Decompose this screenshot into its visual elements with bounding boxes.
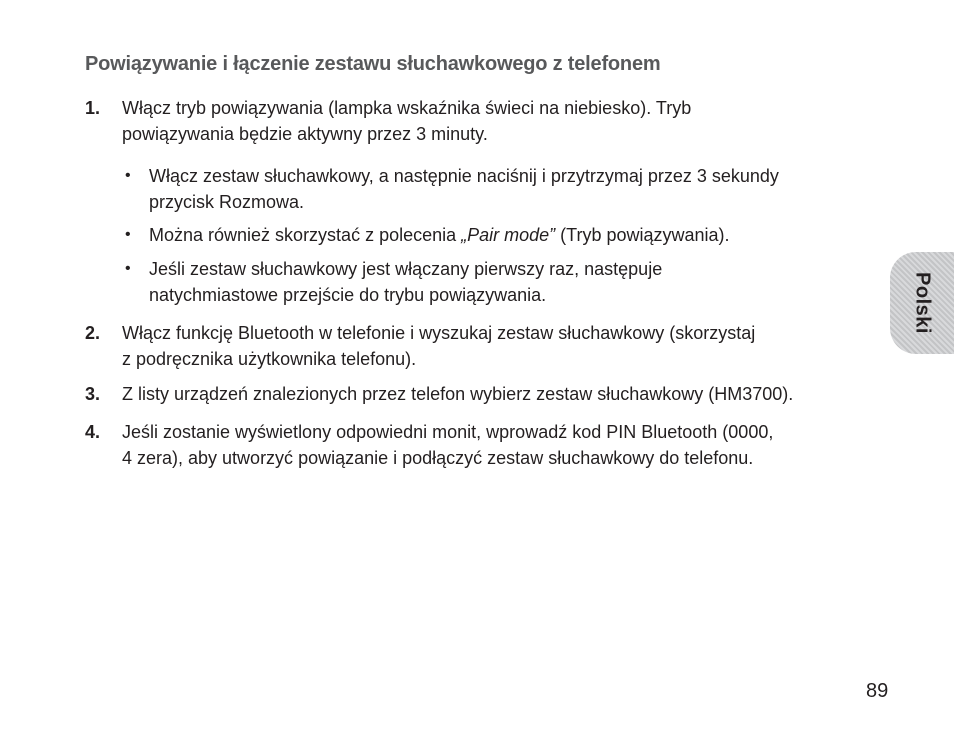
step-number: 3. xyxy=(85,384,101,404)
step-text-line: Jeśli zostanie wyświetlony odpowiedni monit, wprowadź kod PIN Bluetooth (0000, xyxy=(122,422,774,442)
language-tab-label: Polski xyxy=(911,272,934,334)
pair-mode-command: „Pair mode” xyxy=(461,225,556,245)
step-2 xyxy=(85,320,885,372)
step-text xyxy=(122,320,885,372)
step-3 xyxy=(85,381,885,407)
step-text xyxy=(122,419,885,471)
bullet-marker: • xyxy=(125,226,131,243)
bullet-item-1 xyxy=(125,163,885,215)
language-tab xyxy=(890,252,954,354)
page-number: 89 xyxy=(866,680,889,702)
bullet-text xyxy=(149,163,885,215)
step-text-line: Włącz tryb powiązywania (lampka wskaźnika świeci na niebiesko). Tryb xyxy=(122,98,692,118)
bullet-text-line: Włącz zestaw słuchawkowy, a następnie naciśnij i przytrzymaj przez 3 sekundy xyxy=(149,166,779,186)
step-1 xyxy=(85,95,885,147)
step-number: 2. xyxy=(85,323,101,343)
bullet-text-line: przycisk Rozmowa. xyxy=(149,192,305,212)
bullet-text-line: Jeśli zestaw słuchawkowy jest włączany pierwszy raz, następuje xyxy=(149,259,663,279)
section-heading: Powiązywanie i łączenie zestawu słuchawkowego z telefonem xyxy=(85,53,661,75)
step-number: 4. xyxy=(85,422,101,442)
bullet-text-suffix: (Tryb powiązywania). xyxy=(555,225,730,245)
step-text-line: z podręcznika użytkownika telefonu). xyxy=(122,349,417,369)
step-text-line: 4 zera), aby utworzyć powiązanie i podłączyć zestaw słuchawkowy do telefonu. xyxy=(122,448,754,468)
step-text-line: Włącz funkcję Bluetooth w telefonie i wyszukaj zestaw słuchawkowy (skorzystaj xyxy=(122,323,756,343)
bullet-text xyxy=(149,256,885,308)
bullet-text-line: natychmiastowe przejście do trybu powiązywania. xyxy=(149,285,547,305)
step-text xyxy=(122,381,885,407)
step-4 xyxy=(85,419,885,471)
bullet-marker: • xyxy=(125,260,131,277)
bullet-item-2 xyxy=(125,222,885,248)
step-number: 1. xyxy=(85,98,101,118)
bullet-marker: • xyxy=(125,167,131,184)
step-text-line: Z listy urządzeń znalezionych przez telefon wybierz zestaw słuchawkowy (HM3700). xyxy=(122,384,794,404)
bullet-item-3 xyxy=(125,256,885,308)
bullet-text-prefix: Można również skorzystać z polecenia xyxy=(149,225,462,245)
step-text-line: powiązywania będzie aktywny przez 3 minuty. xyxy=(122,124,488,144)
step-text xyxy=(122,95,885,147)
bullet-text xyxy=(149,222,885,248)
